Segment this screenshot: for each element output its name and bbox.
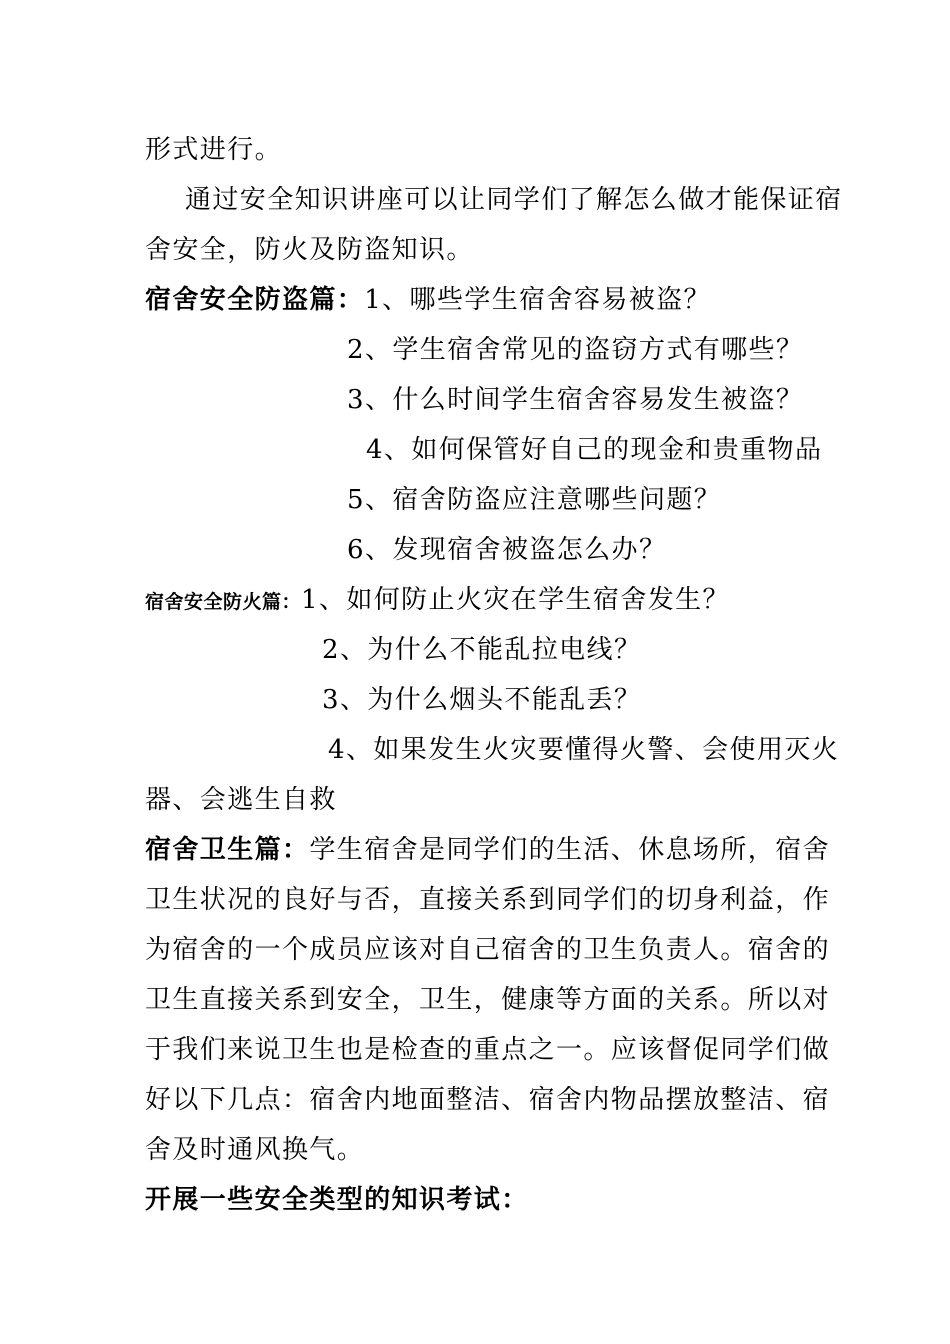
hygiene-section-heading: 宿舍卫生篇： [145,835,310,865]
exam-heading: 开展一些安全类型的知识考试： [145,1185,529,1215]
lecture-paragraph-line-1: 通过安全知识讲座可以让同学们了解怎么做才能保证宿 [185,185,843,215]
fire-section-row-1 [145,584,730,618]
theft-item-5: 5、宿舍防盗应注意哪些问题？ [347,485,722,515]
fire-item-4-continued: 器、会逃生自救 [145,785,337,815]
hygiene-text-line-6: 好以下几点：宿舍内地面整洁、宿舍内物品摆放整洁、宿 [145,1085,831,1115]
theft-section-heading: 宿舍安全防盗篇： [145,285,365,315]
lecture-paragraph-line-2: 舍安全，防火及防盗知识。 [145,235,474,265]
theft-item-6: 6、发现宿舍被盗怎么办？ [347,535,667,565]
hygiene-text-line-5: 于我们来说卫生也是检查的重点之一。应该督促同学们做 [145,1035,831,1065]
hygiene-section-row-1 [145,834,830,866]
hygiene-text-line-7: 舍及时通风换气。 [145,1135,365,1165]
hygiene-text-line-3: 为宿舍的一个成员应该对自己宿舍的卫生负责人。宿舍的 [145,935,831,965]
hygiene-text-line-4: 卫生直接关系到安全，卫生，健康等方面的关系。所以对 [145,985,831,1015]
fire-section-heading: 宿舍安全防火篇： [145,591,302,613]
theft-item-4: 4、如何保管好自己的现金和贵重物品 [366,435,823,465]
hygiene-text-line-2: 卫生状况的良好与否，直接关系到同学们的切身利益，作 [145,885,831,915]
hygiene-text-line-1: 学生宿舍是同学们的生活、休息场所，宿舍 [309,835,831,865]
fire-item-2: 2、为什么不能乱拉电线？ [322,635,642,665]
fire-item-3: 3、为什么烟头不能乱丢？ [322,685,642,715]
fire-item-4: 4、如果发生火灾要懂得火警、会使用灭火 [328,735,840,765]
fire-item-1: 1、如何防止火灾在学生宿舍发生？ [301,585,730,615]
theft-item-2: 2、学生宿舍常见的盗窃方式有哪些？ [347,335,804,365]
theft-item-1: 1、哪些学生宿舍容易被盗？ [364,285,711,315]
theft-section-row-1 [145,284,711,316]
intro-tail-text: 形式进行。 [145,135,283,165]
theft-item-3: 3、什么时间学生宿舍容易发生被盗？ [347,385,804,415]
